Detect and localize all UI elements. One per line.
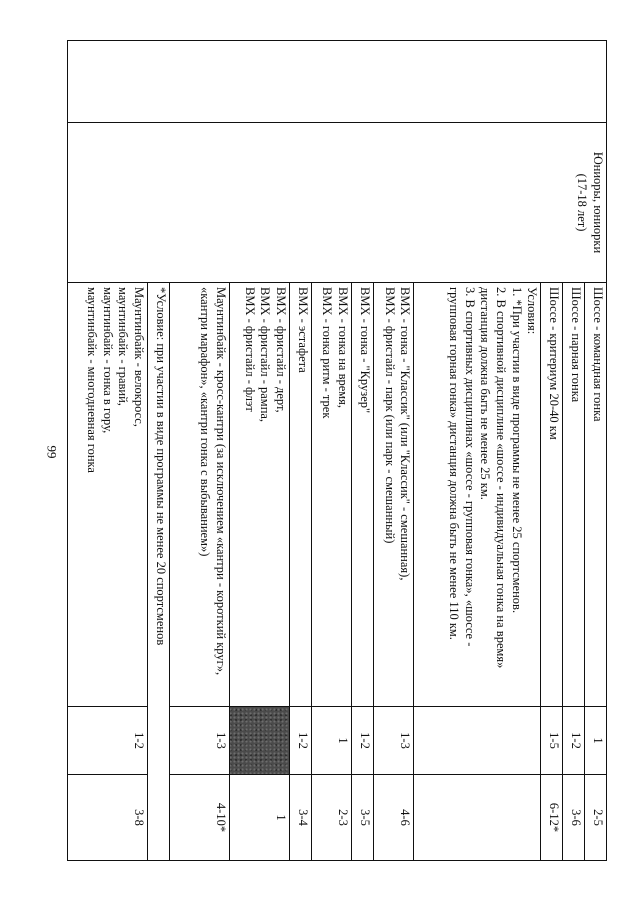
places-cell [414,707,541,775]
discipline-line: маунтинбайк - многодневная гонка [85,287,100,473]
discipline-cell [68,283,148,707]
discipline-cell [373,283,413,707]
participants-cell: 2-5 [585,775,607,861]
page-number: 99 [44,445,60,459]
participants-cell: 3-8 [68,775,148,861]
places-cell: 1-3 [373,707,413,775]
participants-cell: 3-4 [289,775,311,861]
empty-cell [68,41,607,123]
places-cell: 1-2 [352,707,374,775]
discipline-line: ВМХ - гонка на время, [336,287,351,409]
places-cell: 1 [585,707,607,775]
places-cell: 1 [311,707,351,775]
discipline-line: ВМХ - гонка - "Классик" (или "Классик" - смешанная), [398,287,413,581]
discipline-cell: ВМХ - эстафета [289,283,311,707]
places-cell: 1-5 [541,707,563,775]
discipline-line: ВМХ - гонка ритм - трек [320,287,335,419]
discipline-cell [229,283,289,707]
conditions-title: Условия: [525,287,540,335]
table-row [585,41,607,861]
participants-cell: 1 [229,775,289,861]
discipline-cell: Шоссе - критериум 20-40 км [541,283,563,707]
places-cell: 1-2 [563,707,585,775]
participants-cell: 3-6 [563,775,585,861]
rotated-table-container [67,40,607,860]
age-group-label: Юниоры, юниорки [591,151,605,254]
discipline-line: маунтинбайк - гравий, [116,287,131,406]
discipline-cell [311,283,351,707]
participants-cell: 3-5 [352,775,374,861]
discipline-cell: Маунтинбайк - кросс-кантри (за исключением «кантри - короткий круг», «кантри марафон», «кантри гонка с выбыванием») [169,283,229,707]
conditions-cell [414,283,541,707]
discipline-line: ВМХ - фристайл - рампа, [258,287,273,423]
discipline-cell: ВМХ - гонка - "Крузер" [352,283,374,707]
discipline-cell: Шоссе - парная гонка [563,283,585,707]
shaded-places-cell [229,707,289,775]
discipline-line: ВМХ - фристайл - флэт [242,287,257,412]
condition-3: 3. В спортивных дисциплинах «шоссе - групповая гонка», «шоссе - групповая горная гонка» дистанция должна быть не менее 110 км. [447,287,477,647]
age-group-range: (17-18 лет) [575,173,590,232]
places-cell: 1-3 [169,707,229,775]
discipline-cell: Шоссе - командная гонка [585,283,607,707]
participants-cell: 2-3 [311,775,351,861]
participants-cell: 4-6 [373,775,413,861]
age-group-cell [68,123,607,283]
discipline-table [67,40,607,861]
participants-cell [414,775,541,861]
participants-cell: 4-10* [169,775,229,861]
condition-1: 1. *При участии в виде программы не менее 25 спортсменов. [509,287,524,614]
discipline-line: ВМХ - фристайл - дерт, [273,287,288,413]
mtb-condition-cell: *Условие: при участии в виде программы не менее 20 спортсменов [148,283,170,861]
discipline-line: ВМХ - фристайл - парк (или парк - смешанный) [382,287,397,544]
condition-2: 2. В спортивной дисциплине «шоссе - индивидуальная гонка на время» дистанция должна быть не менее 25 км. [478,287,509,669]
places-cell: 1-2 [68,707,148,775]
discipline-line: Маунтинбайк - велокросс, [132,287,147,427]
places-cell: 1-2 [289,707,311,775]
participants-cell: 6-12* [541,775,563,861]
discipline-line: маунтинбайк - гонка в гору, [100,287,115,434]
